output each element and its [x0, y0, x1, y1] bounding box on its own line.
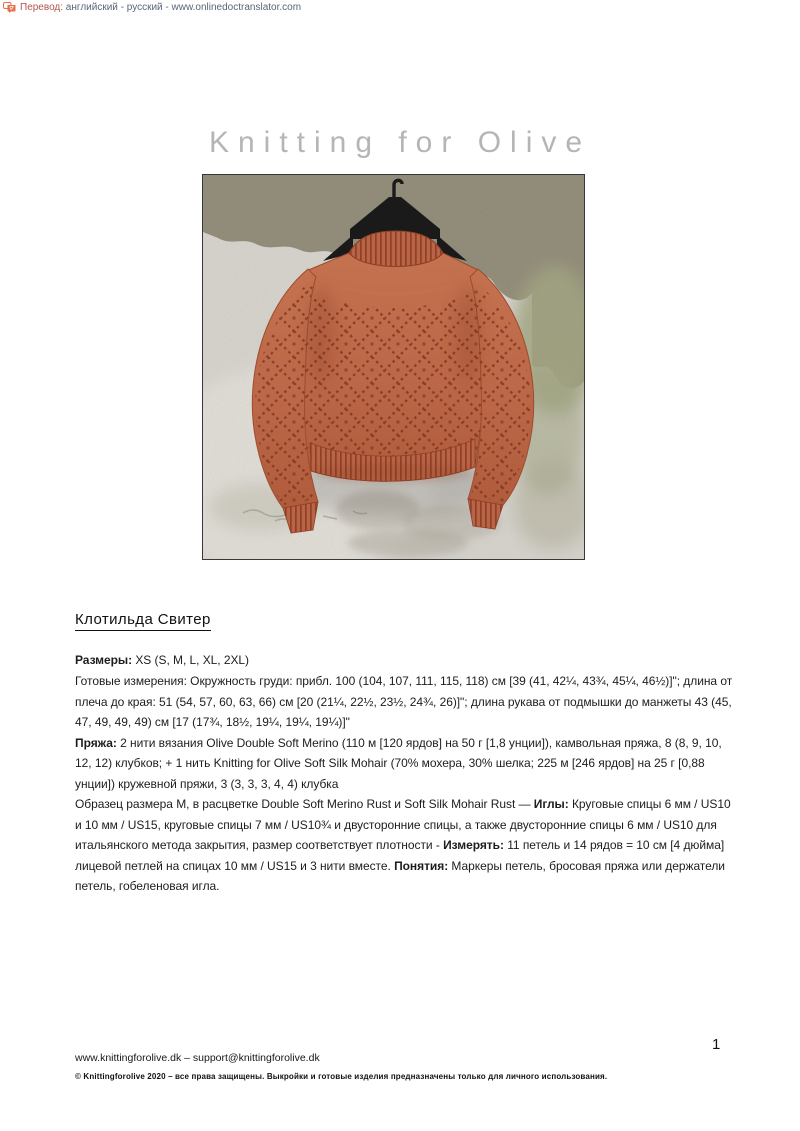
sweater-photo [202, 174, 585, 560]
translator-langs-url: английский - русский - www.onlinedoctranslator.com [63, 2, 302, 13]
copyright-note: © Knittingforolive 2020 – все права защищены. Выкройки и готовые изделия предназначены только для личного использования. [75, 1072, 608, 1081]
translator-prefix: Перевод: [20, 2, 64, 13]
pattern-heading: Клотильда Свитер [75, 611, 211, 631]
translate-chat-icon [3, 2, 16, 13]
footer-contact[interactable]: www.knittingforolive.dk – support@knittingforolive.dk [75, 1052, 320, 1064]
pattern-description [75, 650, 735, 897]
yarn-paragraph: Пряжа: 2 нити вязания Olive Double Soft Merino (110 м [120 ярдов] на 50 г [1,8 унции]), камвольная пряжа, 8 (8, 9, 10, 12, 12) клубков; + 1 нить Knitting for Olive Soft Silk Mohair (70% мохера, 30% шелка; 225 м [246 ярдов] на 25 г [0,88 унции]) кружевной пряжи, 3 (3, 3, 3, 4, 4) клубка [75, 735, 722, 791]
needles-gauge-paragraph: Образец размера М, в расцветке Double Soft Merino Rust и Soft Silk Mohair Rust — Иглы: Круговые спицы 6 мм / US10 и 10 мм / US15, круговые спицы 7 мм / US10¾ и двусторонние спицы, а также двусторонние спицы 6 мм / US10 для итальянского метода закрытия, размер соответствует плотности - Измерять: 11 петель и 14 рядов = 10 см [4 дюйма] лицевой петлей на спицах 10 мм / US15 и 3 нити вместе. Понятия: Маркеры петель, бросовая пряжа или держатели петель, гобеленовая игла. [75, 797, 731, 893]
measurements-paragraph: Готовые измерения: Окружность груди: прибл. 100 (104, 107, 111, 115, 118) см [39 (41, 42¼, 43¾, 45¼, 46½)]"; длина от плеча до края: 51 (54, 57, 60, 63, 66) см [20 (21¼, 22½, 23½, 24¾, 26)]"; длина рукава от подмышки до манжеты 43 (45, 47, 49, 49, 49) см [17 (17¾, 18½, 19¼, 19¼, 19¼)]" [75, 674, 733, 729]
translator-bar[interactable] [3, 2, 301, 13]
sizes-paragraph: Размеры: XS (S, M, L, XL, 2XL) [75, 653, 250, 667]
translator-text [20, 2, 301, 13]
sweater-photo-graphic [203, 175, 584, 559]
brand-title: Knitting for Olive [208, 126, 592, 159]
page-number: 1 [712, 1036, 721, 1053]
